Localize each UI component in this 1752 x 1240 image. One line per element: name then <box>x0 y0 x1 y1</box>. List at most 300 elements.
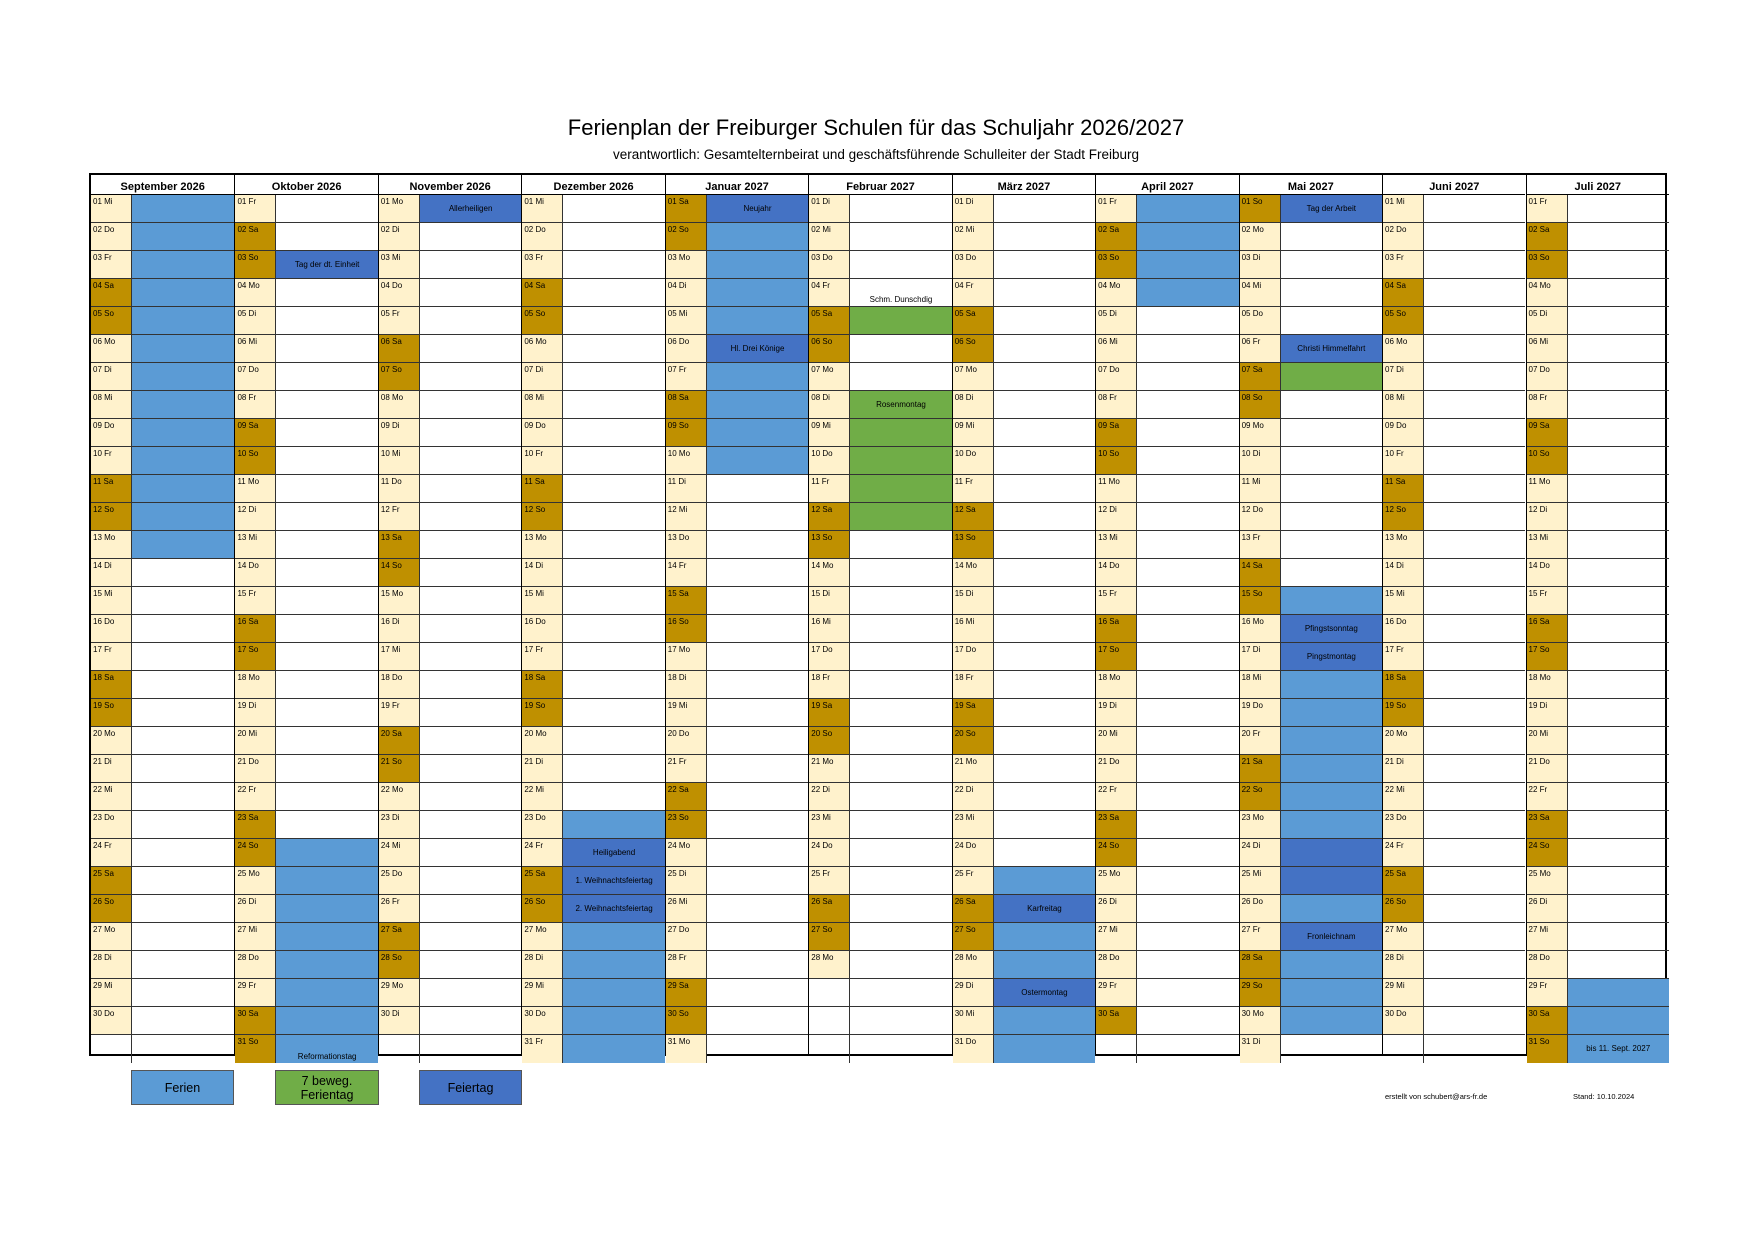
day-row <box>379 867 521 895</box>
ferien-cell <box>994 1035 1095 1063</box>
day-row <box>1527 447 1669 475</box>
day-label: 01 Di <box>953 195 994 222</box>
day-row <box>666 251 808 279</box>
day-row <box>91 279 234 307</box>
day-row <box>1096 643 1238 671</box>
feiertag-cell <box>707 335 808 362</box>
day-label: 05 So <box>522 307 563 334</box>
event-label: Reformationstag <box>297 1052 357 1061</box>
day-row <box>522 699 664 727</box>
ferien-cell <box>276 979 377 1006</box>
day-row <box>1096 251 1238 279</box>
day-row <box>809 559 951 587</box>
day-row <box>235 503 377 531</box>
day-label: 26 So <box>1383 895 1424 922</box>
day-row <box>522 979 664 1007</box>
day-label: 30 Mo <box>1240 1007 1281 1034</box>
day-label: 18 Sa <box>522 671 563 698</box>
day-row <box>1096 223 1238 251</box>
day-row <box>235 615 377 643</box>
day-label: 19 So <box>1383 699 1424 726</box>
day-row <box>379 587 521 615</box>
day-row <box>235 643 377 671</box>
day-label: 12 Do <box>1240 503 1281 530</box>
day-label: 25 Mi <box>1240 867 1281 894</box>
day-label: 24 Do <box>809 839 850 866</box>
ferien-cell <box>132 531 234 558</box>
day-label: 27 Mo <box>1383 923 1424 950</box>
event-label: Pfingstsonntag <box>1304 623 1358 633</box>
day-label: 05 Sa <box>953 307 994 334</box>
day-label: 19 Sa <box>809 699 850 726</box>
day-row <box>522 223 664 251</box>
ferien-cell <box>707 307 808 334</box>
day-label: 15 Fr <box>1527 587 1568 614</box>
day-label: 09 Mi <box>809 419 850 446</box>
day-label: 17 Fr <box>522 643 563 670</box>
month-header: Juli 2027 <box>1527 175 1669 195</box>
day-row <box>1527 195 1669 223</box>
day-label: 25 Mo <box>1096 867 1137 894</box>
day-row <box>666 811 808 839</box>
day-label: 21 Do <box>235 755 276 782</box>
day-label: 07 Di <box>1383 363 1424 390</box>
day-row <box>522 279 664 307</box>
day-label: 14 Do <box>235 559 276 586</box>
day-row <box>1383 643 1525 671</box>
day-label: 23 Mi <box>953 811 994 838</box>
day-row <box>1240 979 1382 1007</box>
day-label: 08 Di <box>953 391 994 418</box>
day-label: 20 Mo <box>522 727 563 754</box>
day-row <box>379 979 521 1007</box>
day-row <box>666 951 808 979</box>
day-label: 05 Fr <box>379 307 420 334</box>
day-row <box>1383 363 1525 391</box>
event-label: Neujahr <box>743 203 772 213</box>
day-label: 09 Do <box>91 419 132 446</box>
day-row <box>953 783 1095 811</box>
day-row <box>1096 811 1238 839</box>
day-label: 26 So <box>522 895 563 922</box>
day-label: 07 Sa <box>1240 363 1281 390</box>
day-row <box>235 195 377 223</box>
day-label: 05 Di <box>235 307 276 334</box>
day-label: 09 Mo <box>1240 419 1281 446</box>
day-row <box>1527 475 1669 503</box>
day-label: 05 So <box>91 307 132 334</box>
legend-beweglich-label: 7 beweg. Ferientag <box>300 1073 354 1102</box>
day-label: 09 Do <box>1383 419 1424 446</box>
day-row <box>1096 979 1238 1007</box>
day-label: 06 Fr <box>1240 335 1281 362</box>
empty-day <box>379 1035 420 1063</box>
day-label: 26 Di <box>235 895 276 922</box>
day-label: 07 Do <box>1527 363 1568 390</box>
day-row <box>1240 671 1382 699</box>
day-row <box>1383 811 1525 839</box>
day-row <box>1383 307 1525 335</box>
day-label: 14 Di <box>1383 559 1424 586</box>
day-label: 10 So <box>1527 447 1568 474</box>
day-row <box>1383 587 1525 615</box>
day-label: 23 Sa <box>1527 811 1568 838</box>
day-label: 24 Fr <box>91 839 132 866</box>
event-label: 2. Weihnachtsfeiertag <box>575 903 653 913</box>
day-label: 07 Mo <box>809 363 850 390</box>
day-row <box>666 475 808 503</box>
day-label: 30 Sa <box>1096 1007 1137 1034</box>
day-row <box>379 223 521 251</box>
day-row <box>91 783 234 811</box>
day-row <box>522 1007 664 1035</box>
month-header: Oktober 2026 <box>235 175 377 195</box>
day-label: 10 Fr <box>91 447 132 474</box>
day-label: 07 Mo <box>953 363 994 390</box>
day-row <box>1527 643 1669 671</box>
month-column <box>1239 175 1382 1054</box>
day-row <box>522 643 664 671</box>
day-row <box>953 727 1095 755</box>
day-row <box>91 447 234 475</box>
day-row <box>1383 895 1525 923</box>
day-row <box>1240 391 1382 419</box>
day-label: 28 Do <box>235 951 276 978</box>
day-label: 31 Di <box>1240 1035 1281 1063</box>
day-row <box>235 699 377 727</box>
day-label: 09 Sa <box>1527 419 1568 446</box>
day-row <box>1527 531 1669 559</box>
day-row <box>953 839 1095 867</box>
beweglich-cell <box>1281 363 1382 390</box>
day-label: 13 So <box>809 531 850 558</box>
day-row <box>953 979 1095 1007</box>
day-row <box>1096 951 1238 979</box>
day-row <box>235 1035 377 1063</box>
day-row <box>522 727 664 755</box>
day-label: 06 Mo <box>1383 335 1424 362</box>
day-row <box>235 895 377 923</box>
day-row <box>666 279 808 307</box>
ferien-cell <box>1137 251 1238 278</box>
day-label: 20 Mi <box>1096 727 1137 754</box>
day-row <box>953 531 1095 559</box>
day-row <box>1096 783 1238 811</box>
day-row <box>953 251 1095 279</box>
day-row <box>1096 531 1238 559</box>
day-row <box>1383 615 1525 643</box>
beweglich-cell <box>850 475 951 502</box>
day-label: 19 Sa <box>953 699 994 726</box>
day-label: 24 So <box>1096 839 1137 866</box>
day-label: 12 Di <box>1527 503 1568 530</box>
day-label: 28 Fr <box>666 951 707 978</box>
day-label: 14 Sa <box>1240 559 1281 586</box>
day-label: 29 So <box>1240 979 1281 1006</box>
event-label: Schm. Dunschdig <box>869 295 933 304</box>
day-label: 10 Fr <box>1383 447 1424 474</box>
day-label: 20 Mo <box>91 727 132 754</box>
month-column <box>665 175 808 1054</box>
day-row <box>379 671 521 699</box>
day-label: 29 Fr <box>235 979 276 1006</box>
day-label: 16 Mo <box>1240 615 1281 642</box>
day-label: 18 Mo <box>1096 671 1137 698</box>
day-label: 16 Di <box>379 615 420 642</box>
ferien-cell <box>132 223 234 250</box>
ferien-cell <box>132 419 234 446</box>
day-label: 24 Mo <box>666 839 707 866</box>
day-row <box>1527 811 1669 839</box>
day-label: 11 Sa <box>522 475 563 502</box>
day-label: 15 Di <box>953 587 994 614</box>
month-header: Dezember 2026 <box>522 175 664 195</box>
ferien-cell <box>276 839 377 866</box>
day-row <box>1527 335 1669 363</box>
day-row <box>91 391 234 419</box>
day-row <box>666 363 808 391</box>
day-label: 26 Do <box>1240 895 1281 922</box>
day-label: 04 Mo <box>1527 279 1568 306</box>
beweglich-cell <box>850 447 951 474</box>
ferien-cell <box>1281 1007 1382 1034</box>
feiertag-cell <box>1281 615 1382 642</box>
day-label: 13 Mo <box>1383 531 1424 558</box>
day-row <box>1383 251 1525 279</box>
day-row <box>1240 587 1382 615</box>
day-row <box>666 1035 808 1063</box>
day-row <box>235 279 377 307</box>
day-label: 06 Sa <box>379 335 420 362</box>
legend-beweglich <box>275 1070 379 1105</box>
day-label: 04 Fr <box>953 279 994 306</box>
day-row <box>235 783 377 811</box>
day-label: 02 Do <box>522 223 563 250</box>
day-label: 04 Mo <box>1096 279 1137 306</box>
day-row <box>666 195 808 223</box>
month-column <box>234 175 377 1061</box>
day-row <box>1383 979 1525 1007</box>
day-label: 15 Sa <box>666 587 707 614</box>
day-row <box>379 251 521 279</box>
day-label: 24 Mi <box>379 839 420 866</box>
day-row <box>809 1007 951 1035</box>
day-row <box>809 419 951 447</box>
day-label: 16 Sa <box>1096 615 1137 642</box>
day-label: 16 Mi <box>953 615 994 642</box>
day-row <box>522 951 664 979</box>
day-label: 21 Do <box>1096 755 1137 782</box>
feiertag-cell <box>563 895 664 922</box>
day-row <box>953 1007 1095 1035</box>
day-row <box>1240 559 1382 587</box>
ferien-cell <box>132 447 234 474</box>
day-row <box>522 559 664 587</box>
day-label: 24 So <box>1527 839 1568 866</box>
day-label: 05 Di <box>1527 307 1568 334</box>
day-row <box>666 755 808 783</box>
day-label: 10 Mo <box>666 447 707 474</box>
day-label: 11 Mo <box>1096 475 1137 502</box>
day-row <box>379 447 521 475</box>
day-row <box>1240 307 1382 335</box>
day-row <box>1383 671 1525 699</box>
day-label: 17 Fr <box>1383 643 1424 670</box>
event-label: Fronleichnam <box>1307 931 1356 941</box>
day-row <box>1383 559 1525 587</box>
day-row <box>666 643 808 671</box>
day-label: 31 Do <box>953 1035 994 1063</box>
day-row <box>1240 811 1382 839</box>
day-row <box>1240 475 1382 503</box>
month-header: April 2027 <box>1096 175 1238 195</box>
day-label: 07 Fr <box>666 363 707 390</box>
day-label: 08 Fr <box>1527 391 1568 418</box>
event-label: bis 11. Sept. 2027 <box>1586 1044 1651 1053</box>
day-row <box>1096 447 1238 475</box>
day-row <box>235 447 377 475</box>
day-label: 20 So <box>809 727 850 754</box>
day-label: 27 Fr <box>1240 923 1281 950</box>
day-label: 05 Di <box>1096 307 1137 334</box>
day-label: 30 Do <box>1383 1007 1424 1034</box>
day-label: 02 Do <box>1383 223 1424 250</box>
day-label: 27 So <box>809 923 850 950</box>
day-row <box>666 559 808 587</box>
day-row <box>1240 615 1382 643</box>
day-row <box>379 279 521 307</box>
day-label: 21 Mo <box>809 755 850 782</box>
feiertag-cell <box>420 195 521 222</box>
day-row <box>235 1007 377 1035</box>
ferien-cell <box>707 419 808 446</box>
month-header: Januar 2027 <box>666 175 808 195</box>
day-row <box>666 419 808 447</box>
ferien-cell <box>994 951 1095 978</box>
event-label: 1. Weihnachtsfeiertag <box>575 875 653 885</box>
day-row <box>379 559 521 587</box>
day-label: 17 Do <box>809 643 850 670</box>
legend-feiertag-label: Feiertag <box>447 1080 494 1095</box>
day-label: 30 Di <box>379 1007 420 1034</box>
day-row <box>809 839 951 867</box>
day-label: 07 Do <box>235 363 276 390</box>
day-label: 15 Mo <box>379 587 420 614</box>
day-row <box>379 1007 521 1035</box>
day-row <box>1383 727 1525 755</box>
event-label: Allerheiligen <box>448 203 493 213</box>
ferien-cell <box>563 811 664 838</box>
day-label: 10 So <box>235 447 276 474</box>
day-row <box>522 587 664 615</box>
day-row <box>666 699 808 727</box>
day-label: 28 Do <box>1527 951 1568 978</box>
day-label: 17 So <box>235 643 276 670</box>
day-label: 04 Mo <box>235 279 276 306</box>
day-row <box>235 391 377 419</box>
day-label: 01 Fr <box>1527 195 1568 222</box>
day-label: 01 Sa <box>666 195 707 222</box>
ferien-cell <box>563 923 664 950</box>
day-label: 30 Do <box>91 1007 132 1034</box>
day-label: 28 Mo <box>809 951 850 978</box>
day-label: 25 Di <box>666 867 707 894</box>
day-label: 02 Sa <box>1527 223 1568 250</box>
day-label: 22 Di <box>953 783 994 810</box>
event-label: Karfreitag <box>1027 903 1062 913</box>
ferien-cell <box>132 391 234 418</box>
day-label: 02 Mi <box>953 223 994 250</box>
day-row <box>953 195 1095 223</box>
day-label: 26 Sa <box>809 895 850 922</box>
day-label: 09 Di <box>379 419 420 446</box>
day-row <box>522 447 664 475</box>
day-row <box>1240 951 1382 979</box>
day-label: 18 Sa <box>1383 671 1424 698</box>
day-row <box>1096 1007 1238 1035</box>
day-row <box>1383 195 1525 223</box>
ferien-cell <box>1281 587 1382 614</box>
day-label: 11 Mi <box>1240 475 1281 502</box>
day-label: 19 So <box>522 699 563 726</box>
day-label: 01 Mi <box>91 195 132 222</box>
ferien-cell <box>1281 895 1382 922</box>
day-row <box>1096 895 1238 923</box>
day-row <box>235 951 377 979</box>
day-row <box>953 867 1095 895</box>
day-label: 11 Mo <box>1527 475 1568 502</box>
feiertag-cell <box>707 195 808 222</box>
day-row <box>666 839 808 867</box>
feiertag-cell <box>563 867 664 894</box>
day-label: 28 Sa <box>1240 951 1281 978</box>
day-row <box>666 335 808 363</box>
ferien-cell <box>276 951 377 978</box>
day-label: 18 Mo <box>1527 671 1568 698</box>
day-row <box>91 867 234 895</box>
day-row <box>91 419 234 447</box>
day-row <box>809 475 951 503</box>
event-label: Ostermontag <box>1021 987 1068 997</box>
holiday-calendar <box>89 173 1667 1061</box>
ferien-cell <box>1281 979 1382 1006</box>
day-label: 27 Mi <box>235 923 276 950</box>
day-row <box>91 755 234 783</box>
feiertag-cell <box>563 839 664 866</box>
day-row <box>953 671 1095 699</box>
day-row <box>522 811 664 839</box>
day-row <box>953 503 1095 531</box>
month-header: März 2027 <box>953 175 1095 195</box>
day-row <box>1240 251 1382 279</box>
day-label: 24 Do <box>953 839 994 866</box>
day-row <box>1527 1007 1669 1035</box>
day-row <box>809 783 951 811</box>
day-label: 15 Mi <box>1383 587 1424 614</box>
ferien-cell <box>563 979 664 1006</box>
day-label: 13 Mi <box>1096 531 1137 558</box>
day-label: 15 Fr <box>1096 587 1137 614</box>
day-row <box>1240 419 1382 447</box>
day-row <box>91 1007 234 1035</box>
day-label: 29 Di <box>953 979 994 1006</box>
day-row <box>1096 755 1238 783</box>
day-label: 23 Do <box>1383 811 1424 838</box>
day-row <box>379 951 521 979</box>
day-label: 11 Sa <box>1383 475 1424 502</box>
day-label: 16 So <box>666 615 707 642</box>
month-header: Mai 2027 <box>1240 175 1382 195</box>
